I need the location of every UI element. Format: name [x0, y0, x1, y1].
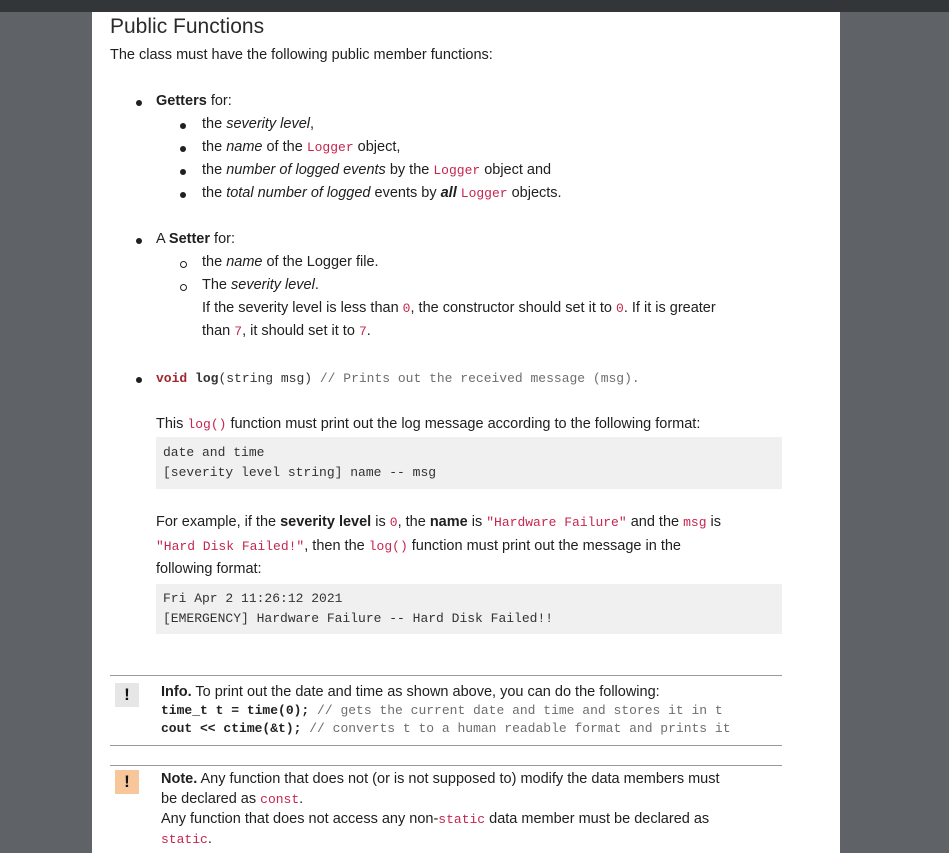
info-code-line2: cout << ctime(&t); // converts t to a human readable format and prints it: [161, 721, 731, 736]
exclamation-icon: !: [115, 683, 139, 707]
note-line4: static.: [161, 831, 212, 847]
bullet-icon: [136, 377, 142, 383]
note-line1: Note. Any function that does not (or is not supposed to) modify the data members must: [161, 771, 720, 787]
setter-heading: A Setter for:: [156, 231, 235, 247]
list-item: The severity level.: [202, 277, 319, 293]
example-line2: "Hard Disk Failed!", then the log() function must print out the message in the: [156, 538, 681, 554]
intro-text: The class must have the following public member functions:: [110, 47, 493, 63]
list-item: the number of logged events by the Logger object and: [202, 162, 552, 178]
bullet-icon: [180, 146, 186, 152]
bullet-icon: [180, 123, 186, 129]
exclamation-icon: !: [115, 770, 139, 794]
note-line2: be declared as const.: [161, 791, 304, 807]
example-line3: following format:: [156, 561, 262, 577]
setter-rule-line2: than 7, it should set it to 7.: [202, 323, 371, 339]
note-line3: Any function that does not access any non-static data member must be declared as: [161, 811, 710, 827]
bullet-icon: [180, 192, 186, 198]
info-text: Info. To print out the date and time as shown above, you can do the following:: [161, 684, 660, 700]
list-item: the name of the Logger file.: [202, 254, 379, 270]
divider: [110, 765, 782, 766]
setter-rule-line1: If the severity level is less than 0, the constructor should set it to 0. If it is greater: [202, 300, 716, 316]
example-line1: For example, if the severity level is 0, the name is "Hardware Failure" and the msg is: [156, 514, 722, 530]
bullet-icon: [180, 261, 187, 268]
list-item: the total number of logged events by all Logger objects.: [202, 185, 562, 201]
divider: [110, 745, 782, 746]
bullet-icon: [180, 169, 186, 175]
page-title: Public Functions: [110, 15, 265, 38]
bullet-icon: [136, 238, 142, 244]
code-line: date and time: [163, 445, 265, 460]
document-page: [92, 12, 840, 853]
bullet-icon: [136, 100, 142, 106]
log-description: This log() function must print out the log message according to the following format:: [156, 416, 701, 432]
code-line: Fri Apr 2 11:26:12 2021: [163, 591, 343, 606]
log-signature: void log(string msg) // Prints out the received message (msg).: [156, 371, 640, 386]
bullet-icon: [180, 284, 187, 291]
divider: [110, 675, 782, 676]
list-item: the severity level,: [202, 116, 315, 132]
example-code-block: [156, 584, 782, 634]
list-item: the name of the Logger object,: [202, 139, 401, 155]
info-code-line1: time_t t = time(0); // gets the current date and time and stores it in t: [161, 703, 723, 718]
code-line: [severity level string] name -- msg: [163, 465, 437, 480]
format-code-block: [156, 437, 782, 489]
viewer-toolbar: [0, 0, 949, 12]
getters-heading: Getters for:: [156, 93, 232, 109]
code-line: [EMERGENCY] Hardware Failure -- Hard Disk Failed!!: [163, 611, 554, 626]
